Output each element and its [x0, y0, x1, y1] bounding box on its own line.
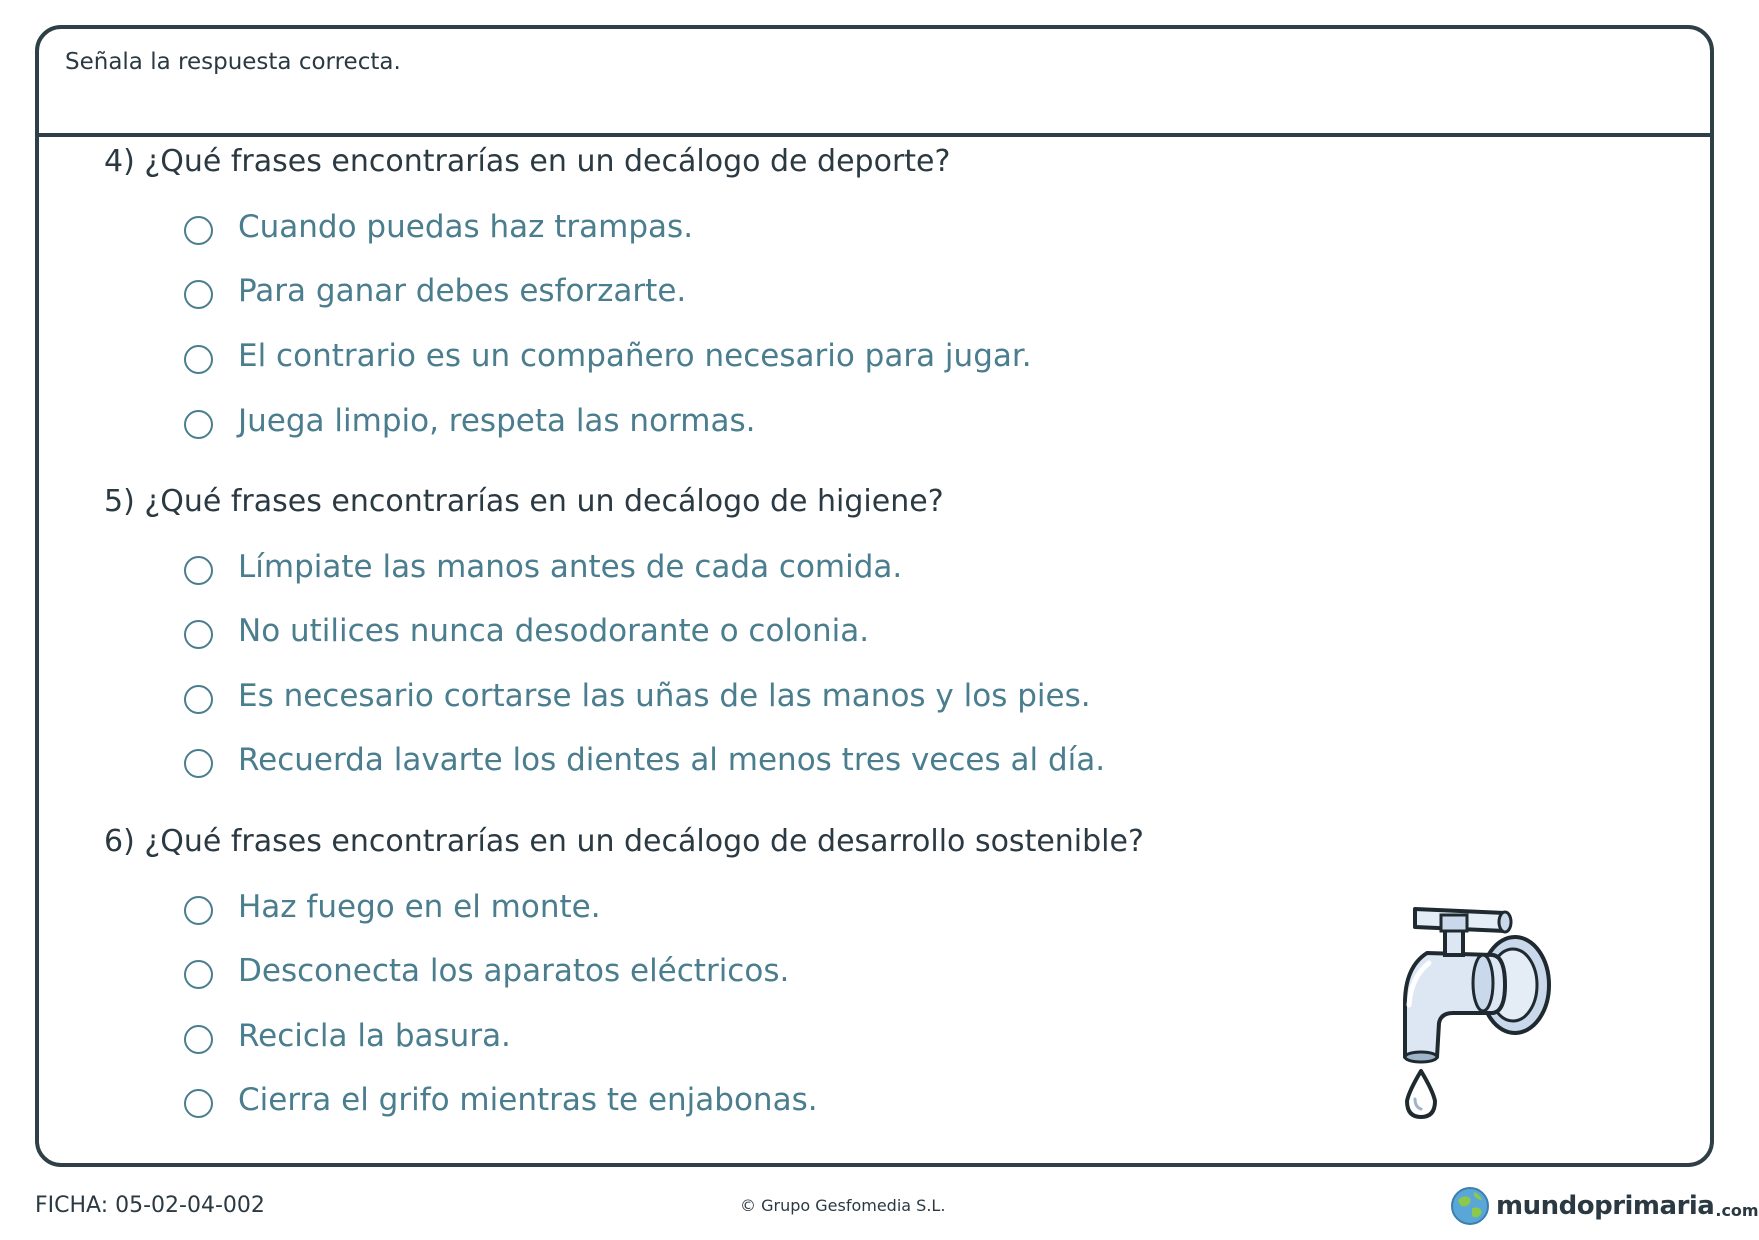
option-4c[interactable]	[184, 336, 1032, 376]
option-5c[interactable]	[184, 676, 1091, 716]
option-label: Cierra el grifo mientras te enjabonas.	[238, 1082, 818, 1118]
instructions-text: Señala la respuesta correcta.	[65, 49, 401, 75]
option-6b[interactable]	[184, 951, 789, 991]
option-6a[interactable]	[184, 887, 601, 927]
option-4b[interactable]	[184, 271, 686, 311]
option-label: Juega limpio, respeta las normas.	[238, 403, 756, 439]
option-label: Para ganar debes esforzarte.	[238, 273, 687, 309]
option-6c[interactable]	[184, 1016, 511, 1056]
water-faucet-icon	[1365, 895, 1565, 1135]
radio-button[interactable]	[184, 280, 213, 309]
question-4: 4) ¿Qué frases encontrarías en un decálogo de deporte?	[104, 144, 951, 179]
option-6d[interactable]	[184, 1080, 818, 1120]
option-label: Desconecta los aparatos eléctricos.	[238, 953, 790, 989]
question-5: 5) ¿Qué frases encontrarías en un decálogo de higiene?	[104, 484, 944, 519]
option-4d[interactable]	[184, 401, 755, 441]
radio-button[interactable]	[184, 960, 213, 989]
option-label: Recuerda lavarte los dientes al menos tres veces al día.	[238, 742, 1106, 778]
brand-logo[interactable]	[1450, 1186, 1759, 1226]
option-5b[interactable]	[184, 611, 869, 651]
radio-button[interactable]	[184, 896, 213, 925]
radio-button[interactable]	[184, 620, 213, 649]
worksheet-code: FICHA: 05-02-04-002	[35, 1193, 265, 1218]
option-label: Haz fuego en el monte.	[238, 889, 601, 925]
instructions-header	[39, 29, 1710, 137]
radio-button[interactable]	[184, 410, 213, 439]
copyright-notice: © Grupo Gesfomedia S.L.	[740, 1196, 946, 1215]
option-label: No utilices nunca desodorante o colonia.	[238, 613, 870, 649]
option-label: Límpiate las manos antes de cada comida.	[238, 549, 903, 585]
radio-button[interactable]	[184, 749, 213, 778]
option-5a[interactable]	[184, 547, 902, 587]
brand-name: mundoprimaria	[1496, 1191, 1715, 1221]
globe-icon	[1450, 1186, 1490, 1226]
option-5d[interactable]	[184, 740, 1105, 780]
option-label: Es necesario cortarse las uñas de las manos y los pies.	[238, 678, 1091, 714]
radio-button[interactable]	[184, 345, 213, 374]
radio-button[interactable]	[184, 1025, 213, 1054]
question-6: 6) ¿Qué frases encontrarías en un decálogo de desarrollo sostenible?	[104, 824, 1144, 859]
option-label: Recicla la basura.	[238, 1018, 511, 1054]
radio-button[interactable]	[184, 685, 213, 714]
radio-button[interactable]	[184, 216, 213, 245]
option-label: El contrario es un compañero necesario para jugar.	[238, 338, 1032, 374]
radio-button[interactable]	[184, 1089, 213, 1118]
radio-button[interactable]	[184, 556, 213, 585]
option-label: Cuando puedas haz trampas.	[238, 209, 694, 245]
brand-tld: .com	[1715, 1200, 1759, 1220]
option-4a[interactable]	[184, 207, 693, 247]
